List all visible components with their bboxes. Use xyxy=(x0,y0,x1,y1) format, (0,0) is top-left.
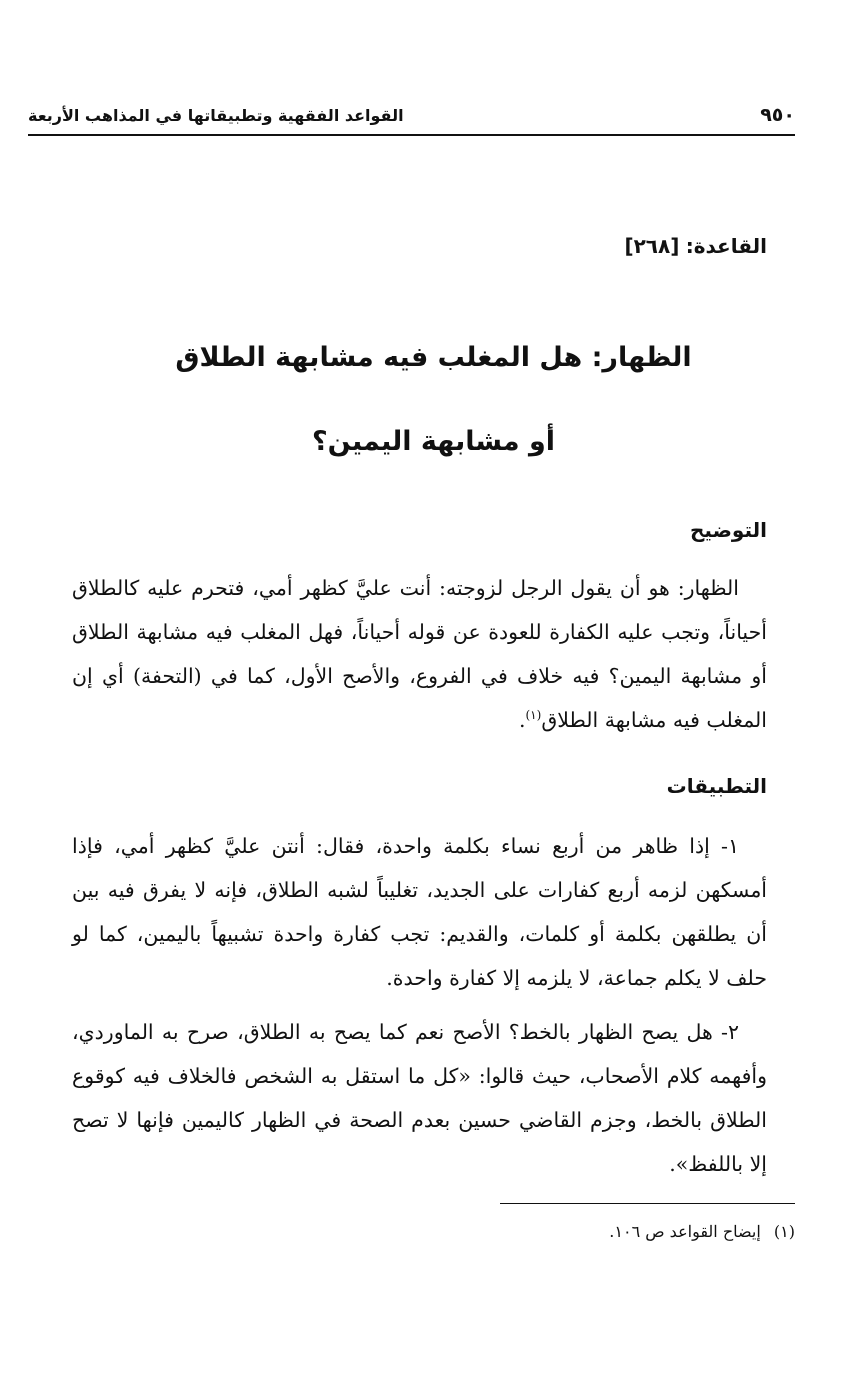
book-title: القواعد الفقهية وتطبيقاتها في المذاهب الأربعة xyxy=(28,106,404,125)
page-number: ٩٥٠ xyxy=(760,104,795,126)
footnote-marker: (١) xyxy=(773,1222,795,1241)
running-header xyxy=(28,98,795,136)
application-item-2-text: ٢- هل يصح الظهار بالخط؟ الأصح نعم كما يصح به الطلاق، صرح به الماوردي، وأفهمه كلام الأصحاب، حيث قالوا: «كل ما استقل به الشخص فالخلاف فيه كوقوع الطلاق بالخط، وجزم القاضي حسين بعدم الصحة في الظهار كاليمين فإنها لا تصح إلا باللفظ». xyxy=(72,1020,767,1176)
rule-number: [٢٦٨] xyxy=(624,234,680,258)
applications-heading: التطبيقات xyxy=(666,774,767,798)
explanation-end: . xyxy=(518,708,526,732)
rule-label: القاعدة: xyxy=(685,234,767,258)
footnote xyxy=(609,1222,795,1241)
application-item-1 xyxy=(72,824,767,1000)
application-item-2 xyxy=(72,1010,767,1186)
footnote-text: إيضاح القواعد ص ١٠٦. xyxy=(609,1222,761,1241)
rule-title-line-1: الظهار: هل المغلب فيه مشابهة الطلاق xyxy=(175,342,692,373)
footnote-divider xyxy=(500,1203,795,1204)
footnote-reference: (١) xyxy=(525,708,542,723)
application-item-1-text: ١- إذا ظاهر من أربع نساء بكلمة واحدة، فقال: أنتن عليَّ كظهر أمي، فإذا أمسكهن لزمه أربع كفارات على الجديد، تغليباً لشبه الطلاق، فإنه لا يفرق فيه بين أن يطلقهن بكلمة أو كلمات، والقديم: تجب كفارة واحدة تشبيهاً باليمين، كما لو حلف لا يكلم جماعة، لا يلزمه إلا كفارة واحدة. xyxy=(72,834,767,990)
explanation-text: الظهار: هو أن يقول الرجل لزوجته: أنت عليَّ كظهر أمي، فتحرم عليه كالطلاق أحياناً، وتجب عليه الكفارة للعودة عن قوله أحياناً، فهل المغلب فيه مشابهة الطلاق أو مشابهة اليمين؟ فيه خلاف في الفروع، والأصح الأول، كما في (التحفة) أي إن المغلب فيه مشابهة الطلاق xyxy=(72,576,767,732)
rule-heading xyxy=(624,234,767,258)
rule-title-line-2: أو مشابهة اليمين؟ xyxy=(312,426,555,457)
explanation-heading: التوضيح xyxy=(690,518,767,542)
explanation-paragraph xyxy=(72,566,767,742)
